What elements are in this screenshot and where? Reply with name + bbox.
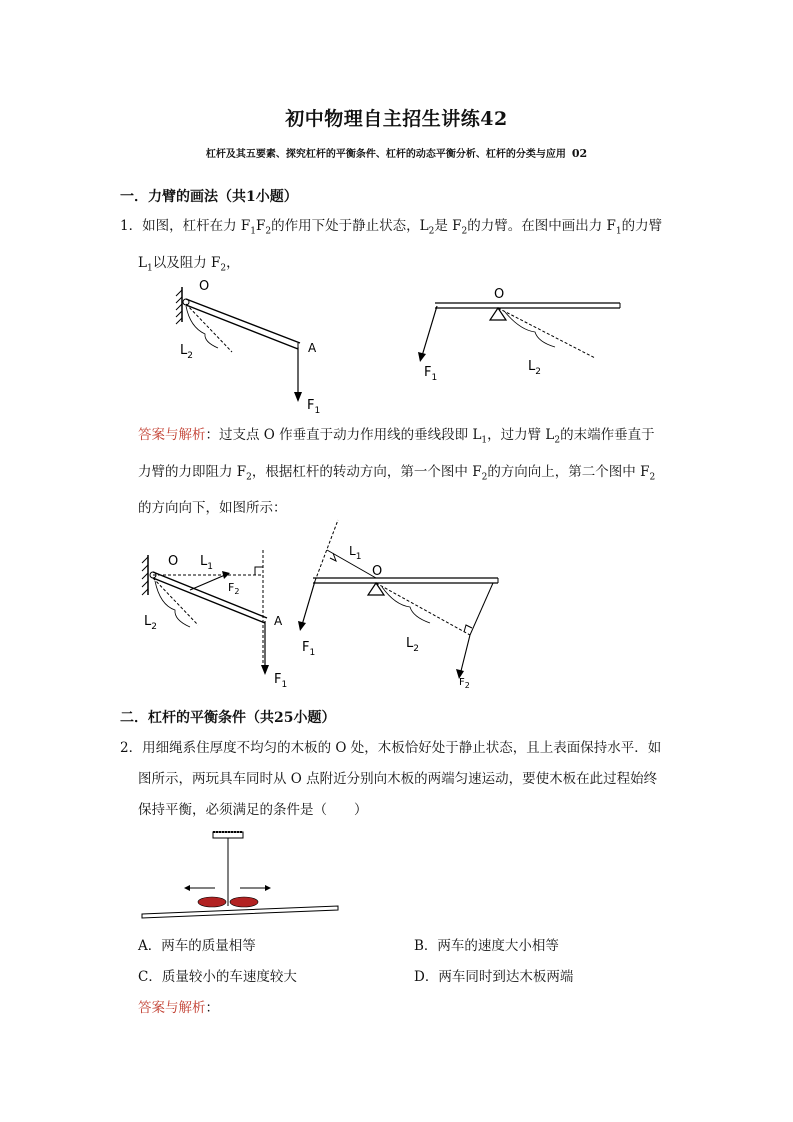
option-a[interactable]: A．两车的质量相等 (138, 938, 256, 954)
page-subtitle (0, 145, 793, 160)
option-c[interactable]: C．质量较小的车速度较大 (138, 969, 297, 985)
subtitle-text: 杠杆及其五要素、探究杠杆的平衡条件、杠杆的动态平衡分析、杠杆的分类与应用 (205, 149, 566, 160)
answer-2-label: 答案与解析 (138, 1000, 206, 1016)
label-L2-2: $L_2$ (528, 359, 541, 377)
answer-label-O: O (168, 554, 179, 569)
answer-label-F1: $F_1$ (274, 672, 288, 690)
option-b[interactable]: B．两车的速度大小相等 (414, 938, 559, 954)
question-1: 1．如图，杠杆在力 $F_1F_2$的作用下处于静止状态，$L_2$是 $F_2$的力臂。在图中画出力 $F_1$的力臂 $L_1$以及阻力 $F_2$， (120, 218, 663, 274)
answer-label-L2-2: $L_2$ (406, 636, 419, 654)
section-1-heading: 一．力臂的画法（共1小题） (120, 189, 298, 205)
answer-label-L2: $L_2$ (144, 614, 157, 632)
answer-label-L1-2: $L_1$ (349, 544, 362, 562)
answer-label-L1: $L_1$ (200, 554, 213, 572)
label-O-2: O (494, 287, 505, 302)
subtitle-number: 02 (571, 147, 588, 160)
answer-label: 答案与解析 (138, 427, 206, 443)
answer-label-F1-2: $F_1$ (302, 640, 316, 658)
label-A: A (308, 341, 317, 355)
question-2-figure (140, 828, 350, 928)
label-F1: $F_1$ (307, 398, 321, 416)
answer-label-O-2: O (372, 564, 383, 579)
answer-1-figures (130, 515, 510, 695)
answer-figure-wall-lever (142, 550, 287, 690)
section-2-heading: 二．杠杆的平衡条件（共25小题） (120, 710, 336, 726)
answer-1: 答案与解析：过支点 O 作垂直于动力作用线的垂线段即 $L_1$，过力臂 $L_2$的末端作垂直于 力臂的力即阻力 $F_2$，根据杠杆的转动方向，第一个图中 $F_2$的方向向上，第二个图中 $F_2$ 的方向向下，如图所示： (138, 427, 656, 517)
answer-label-A: A (274, 614, 283, 628)
question-2: 2．用细绳系住厚度不均匀的木板的 O 处，木板恰好处于静止状态，且上表面保持水平．如 图所示，两玩具车同时从 O 点附近分别向木板的两端匀速运动，要使木板在此过程始终 保持平衡，必须满足的条件是（ ） (120, 740, 662, 818)
label-O: O (199, 279, 210, 294)
page-title: 初中物理自主招生讲练42 (285, 108, 508, 130)
question-1-figures (160, 272, 660, 422)
label-F1-2: $F_1$ (424, 365, 438, 383)
label-L2: $L_2$ (180, 343, 193, 361)
option-d[interactable]: D．两车同时到达木板两端 (414, 969, 574, 985)
answer-figure-fulcrum-lever (298, 520, 498, 690)
answer-label-F2: $F_2$ (228, 581, 240, 596)
answer-label-F2-2: $F_2$ (459, 677, 470, 690)
answer-2: 答案与解析： (138, 1000, 219, 1016)
figure-wall-lever (176, 279, 320, 416)
figure-fulcrum-lever (418, 287, 620, 383)
